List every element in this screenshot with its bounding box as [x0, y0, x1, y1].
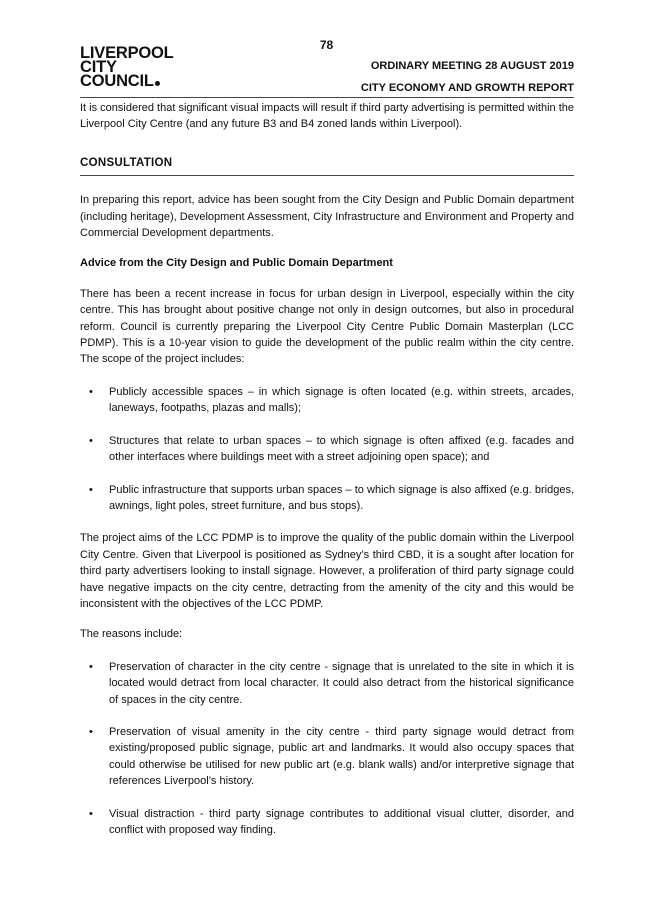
logo-line-3-text: COUNCIL [80, 72, 154, 90]
list-item: • Visual distraction - third party signage contributes to additional visual clutter, disorder, and conflict with proposed way finding. [80, 806, 574, 839]
header-divider [80, 97, 574, 98]
logo-line-3 [80, 74, 174, 88]
list-item: • Public infrastructure that supports urban spaces – to which signage is also affixed (e.g. bridges, awnings, light poles, street furniture, and bus stops). [80, 482, 574, 515]
council-logo [80, 46, 174, 88]
reasons-intro: The reasons include: [80, 628, 183, 641]
aims-paragraph: The project aims of the LCC PDMP is to improve the quality of the public domain within the Liverpool City Centre. Given that Liverpool is positioned as Sydney’s third CBD, it is a sought after location for third party advertisers looking to install signage. However, a proliferation of third party signage could have negative impacts on the city centre, detracting from the amenity of the city and this would be inconsistent with the objectives of the LCC PDMP. [80, 532, 574, 610]
reasons-list [80, 659, 574, 839]
document-body [80, 100, 574, 838]
meeting-title: ORDINARY MEETING 28 AUGUST 2019 [370, 60, 574, 72]
logo-line-2: CITY [80, 58, 117, 76]
consultation-heading: CONSULTATION [80, 155, 574, 176]
list-item: • Preservation of visual amenity in the city centre - third party signage would detract from existing/proposed public signage, public art and landmarks. It would also occupy spaces that could otherwise be utilised for new public art (e.g. blank walls) and/or interpretive signage that references Liverpool’s history. [80, 724, 574, 790]
advice-heading: Advice from the City Design and Public Domain Department [80, 257, 393, 270]
consultation-paragraph: In preparing this report, advice has been sought from the City Design and Public Domain department (including heritage), Development Assessment, City Infrastructure and Environment and Property and Commercial Development departments. [80, 194, 574, 240]
list-item: • Publicly accessible spaces – in which signage is often located (e.g. within streets, arcades, laneways, footpaths, plazas and malls); [80, 384, 574, 417]
intro-paragraph: It is considered that significant visual impacts will result if third party advertising is permitted within the Liverpool City Centre (and any future B3 and B4 zoned lands within Liverpool). [80, 102, 574, 131]
advice-paragraph: There has been a recent increase in focus for urban design in Liverpool, especially within the city centre. This has brought about positive change not only in design outcomes, but also in procedural reform. Council is currently preparing the Liverpool City Centre Public Domain Masterplan (LCC PDMP). This is a 10-year vision to guide the development of the public realm within the city centre. The scope of the project includes: [80, 287, 574, 366]
scope-list [80, 384, 574, 514]
page-number: 78 [319, 38, 334, 52]
logo-dot-icon [155, 81, 160, 86]
list-item: • Preservation of character in the city centre - signage that is unrelated to the site in which it is located would detract from local character. It could also detract from the historical significance of spaces in the city centre. [80, 659, 574, 708]
report-title: CITY ECONOMY AND GROWTH REPORT [360, 82, 574, 94]
list-item: • Structures that relate to urban spaces – to which signage is often affixed (e.g. facades and other interfaces where buildings meet with a street adjoining open space); and [80, 433, 574, 466]
logo-line-1: LIVERPOOL [80, 44, 174, 62]
